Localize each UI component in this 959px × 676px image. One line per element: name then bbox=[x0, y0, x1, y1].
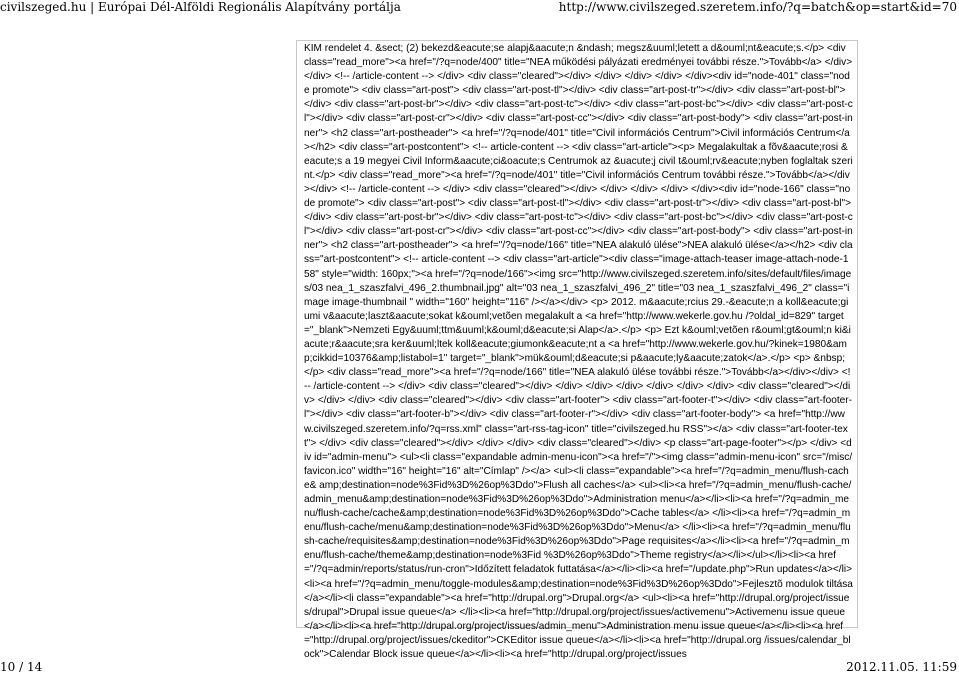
print-header bbox=[0, 0, 959, 16]
raw-html-text: KIM rendelet 4. &sect; (2) bekezd&eacute;se alapj&aacute;n &ndash; megsz&uuml;letett a d&ouml;nt&eacute;s.</p> <div class="read_more"><a href="/?q=node/400" title="NEA működési pályázati eredményei további része.">Tovább</a> </div></div> <!-- /article-content --> </div> <div class="cleared"></div> </div> </div> </div> </div><div id="node-401" class="node promote"> <div class="art-post"> <div class="art-post-tl"></div> <div class="art-post-tr"></div> <div class="art-post-bl"></div> <div class="art-post-br"></div> <div class="art-post-tc"></div> <div class="art-post-bc"></div> <div class="art-post-cl"></div> <div class="art-post-cr"></div> <div class="art-post-cc"></div> <div class="art-post-body"> <div class="art-post-inner"> <h2 class="art-postheader"> <a href="/?q=node/401" title="Civil információs Centrum">Civil információs Centrum</a></h2> <div class="art-postcontent"> <!-- article-content --> <div class="art-article"><p> Megalakultak a fõv&aacute;rosi &eacute;s a 19 megyei Civil Inform&aacute;ci&oacute;s Centrumok az &uacute;j civil t&ouml;rv&eacute;nyben foglaltak szerint.</p> <div class="read_more"><a href="/?q=node/401" title="Civil információs Centrum további része.">Tovább</a></div></div> <!-- /article-content --> </div> <div class="cleared"></div> </div> </div> </div> </div><div id="node-166" class="node promote"> <div class="art-post"> <div class="art-post-tl"></div> <div class="art-post-tr"></div> <div class="art-post-bl"></div> <div class="art-post-br"></div> <div class="art-post-tc"></div> <div class="art-post-bc"></div> <div class="art-post-cl"></div> <div class="art-post-cr"></div> <div class="art-post-cc"></div> <div class="art-post-body"> <div class="art-post-inner"> <h2 class="art-postheader"> <a href="/?q=node/166" title="NEA alakuló ülése">NEA alakuló ülése</a></h2> <div class="art-postcontent"> <!-- article-content --> <div class="art-article"><div class="image-attach-teaser image-attach-node-158" style="width: 160px;"><a href="/?q=node/166"><img src="http://www.civilszeged.szeretem.info/sites/default/files/images/03 nea_1_szaszfalvi_496_2.thumbnail.jpg" alt="03 nea_1_szaszfalvi_496_2" title="03 nea_1_szaszfalvi_496_2" class="image image-thumbnail " width="160" height="116" /></a></div> <p> 2012. m&aacute;rcius 29.-&eacute;n a koll&eacute;giumi v&aacute;laszt&aacute;sokat k&ouml;vetõen megalakult a <a href="http://www.wekerle.gov.hu /?oldal_id=829" target="_blank">Nemzeti Egy&uuml;ttm&uuml;k&ouml;d&eacute;si Alap</a>.</p> <p> Ezt k&ouml;vetõen r&ouml;gt&ouml;n ki&iacute;r&aacute;sra ker&uuml;ltek koll&eacute;giumonk&eacute;nt a <a href="http://www.wekerle.gov.hu/?kinek=1980&amp;cikkid=10376&amp;listabol=1" target="_blank">mük&ouml;d&eacute;si p&aacute;ly&aacute;zatok</a>.</p> <p> &nbsp;</p> <div class="read_more"><a href="/?q=node/166" title="NEA alakuló ülése további része.">Tovább</a></div></div> <!-- /article-content --> </div> <div class="cleared"></div> </div> </div> </div> </div> </div> </div> <div class="cleared"></div> </div> </div> <div class="cleared"></div> <div class="art-footer"> <div class="art-footer-t"></div> <div class="art-footer-l"></div> <div class="art-footer-b"></div> <div class="art-footer-r"></div> <div class="art-footer-body"> <a href="http://www.civilszeged.szeretem.info/?q=rss.xml" class="art-rss-tag-icon" title="civilszeged.hu RSS"></a> <div class="art-footer-text"> </div> <div class="cleared"></div> </div> </div> <div class="cleared"></div> <p class="art-page-footer"></p> </div> <div id="admin-menu"> <ul><li class="expandable admin-menu-icon"><a href="/"><img class="admin-menu-icon" src="/misc/favicon.ico" width="16" height="16" alt="Címlap" /></a> <ul><li class="expandable"><a href="/?q=admin_menu/flush-cache& amp;destination=node%3Fid%3D%26op%3Ddo">Flush all caches</a> <ul><li><a href="/?q=admin_menu/flush-cache/admin_menu&amp;destination=node%3Fid%3D%26op%3Ddo">Administration menu</a></li><li><a href="/?q=admin_menu/flush-cache/cache&amp;destination=node%3Fid%3D%26op%3Ddo">Cache tables</a> </li><li><a href="/?q=admin_menu/flush-cache/menu&amp;destination=node%3Fid%3D%26op%3Ddo">Menu</a> </li><li><a href="/?q=admin_menu/flush-cache/requisites&amp;destination=node%3Fid%3D%26op%3Ddo">Page requisites</a></li><li><a href="/?q=admin_menu/flush-cache/theme&amp;destination=node%3Fid %3D%26op%3Ddo">Theme registry</a></li></ul></li><li><a href="/?q=admin/reports/status/run-cron">Időzített feladatok futtatása</a></li><li><a href="/update.php">Run updates</a></li><li><a href="/?q=admin_menu/toggle-modules&amp;destination=node%3Fid%3D%26op%3Ddo">Fejlesztõ modulok tiltása</a></li><li class="expandable"><a href="http://drupal.org">Drupal.org</a> <ul><li><a href="http://drupal.org/project/issues/drupal">Drupal issue queue</a> </li><li><a href="http://drupal.org/project/issues/activemenu">Activemenu issue queue</a></li><li><a href="http://drupal.org/project/issues/admin_menu">Administration menu issue queue</a></li><li><a href="http://drupal.org/project/issues/ckeditor">CKEditor issue queue</a></li><li><a href="http://drupal.org /issues/calendar_block">Calendar Block issue queue</a></li><li><a href="http://drupal.org/project/issues bbox=[304, 43, 853, 661]
raw-html-content-box bbox=[296, 40, 858, 661]
print-footer bbox=[0, 658, 959, 676]
page-indicator: 10 / 14 bbox=[0, 660, 43, 674]
page-url: http://www.civilszeged.szeretem.info/?q=batch&op=start&id=70 bbox=[558, 0, 957, 14]
site-title: civilszeged.hu | Európai Dél-Alföldi Regionális Alapítvány portálja bbox=[0, 0, 401, 14]
print-timestamp: 2012.11.05. 11:59 bbox=[846, 660, 957, 674]
